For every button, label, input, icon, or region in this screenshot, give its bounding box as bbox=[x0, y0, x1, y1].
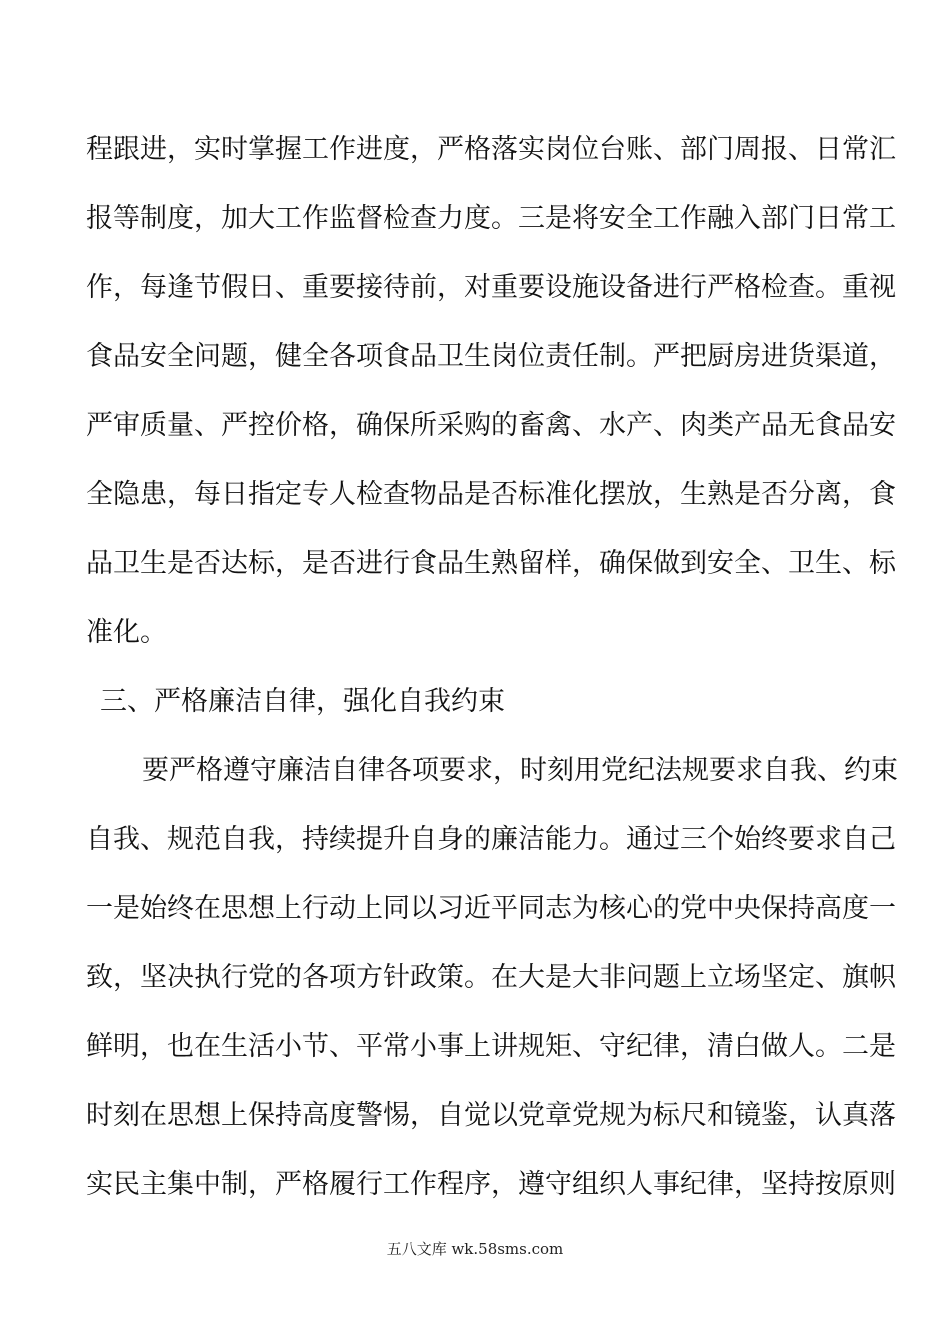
section-line-1: 要严格遵守廉洁自律各项要求，时刻用党纪法规要求自我、约束 bbox=[142, 755, 898, 786]
section-line-6: 时刻在思想上保持高度警惕，自觉以党章党规为标尺和镜鉴，认真落 bbox=[86, 1100, 896, 1131]
section-heading: 三、严格廉洁自律，强化自我约束 bbox=[100, 686, 505, 717]
paragraph-line-3: 作，每逢节假日、重要接待前，对重要设施设备进行严格检查。重视 bbox=[86, 272, 896, 303]
paragraph-line-6: 全隐患，每日指定专人检查物品是否标准化摆放，生熟是否分离，食 bbox=[86, 479, 896, 510]
section-line-2: 自我、规范自我，持续提升自身的廉洁能力。通过三个始终要求自己 bbox=[86, 824, 896, 855]
section-line-3: 一是始终在思想上行动上同以习近平同志为核心的党中央保持高度一 bbox=[86, 893, 896, 924]
paragraph-line-5: 严审质量、严控价格，确保所采购的畜禽、水产、肉类产品无食品安 bbox=[86, 410, 896, 441]
paragraph-line-7: 品卫生是否达标，是否进行食品生熟留样，确保做到安全、卫生、标 bbox=[86, 548, 896, 579]
paragraph-line-8: 准化。 bbox=[86, 617, 167, 648]
paragraph-line-1: 程跟进，实时掌握工作进度，严格落实岗位台账、部门周报、日常汇 bbox=[86, 134, 896, 165]
section-line-5: 鲜明，也在生活小节、平常小事上讲规矩、守纪律，清白做人。二是 bbox=[86, 1031, 896, 1062]
section-line-7: 实民主集中制，严格履行工作程序，遵守组织人事纪律，坚持按原则 bbox=[86, 1169, 896, 1200]
page-footer: 五八文库 wk.58sms.com bbox=[386, 1240, 564, 1258]
paragraph-line-4: 食品安全问题，健全各项食品卫生岗位责任制。严把厨房进货渠道， bbox=[86, 341, 896, 372]
section-line-4: 致，坚决执行党的各项方针政策。在大是大非问题上立场坚定、旗帜 bbox=[86, 962, 896, 993]
paragraph-line-2: 报等制度，加大工作监督检查力度。三是将安全工作融入部门日常工 bbox=[86, 203, 896, 234]
